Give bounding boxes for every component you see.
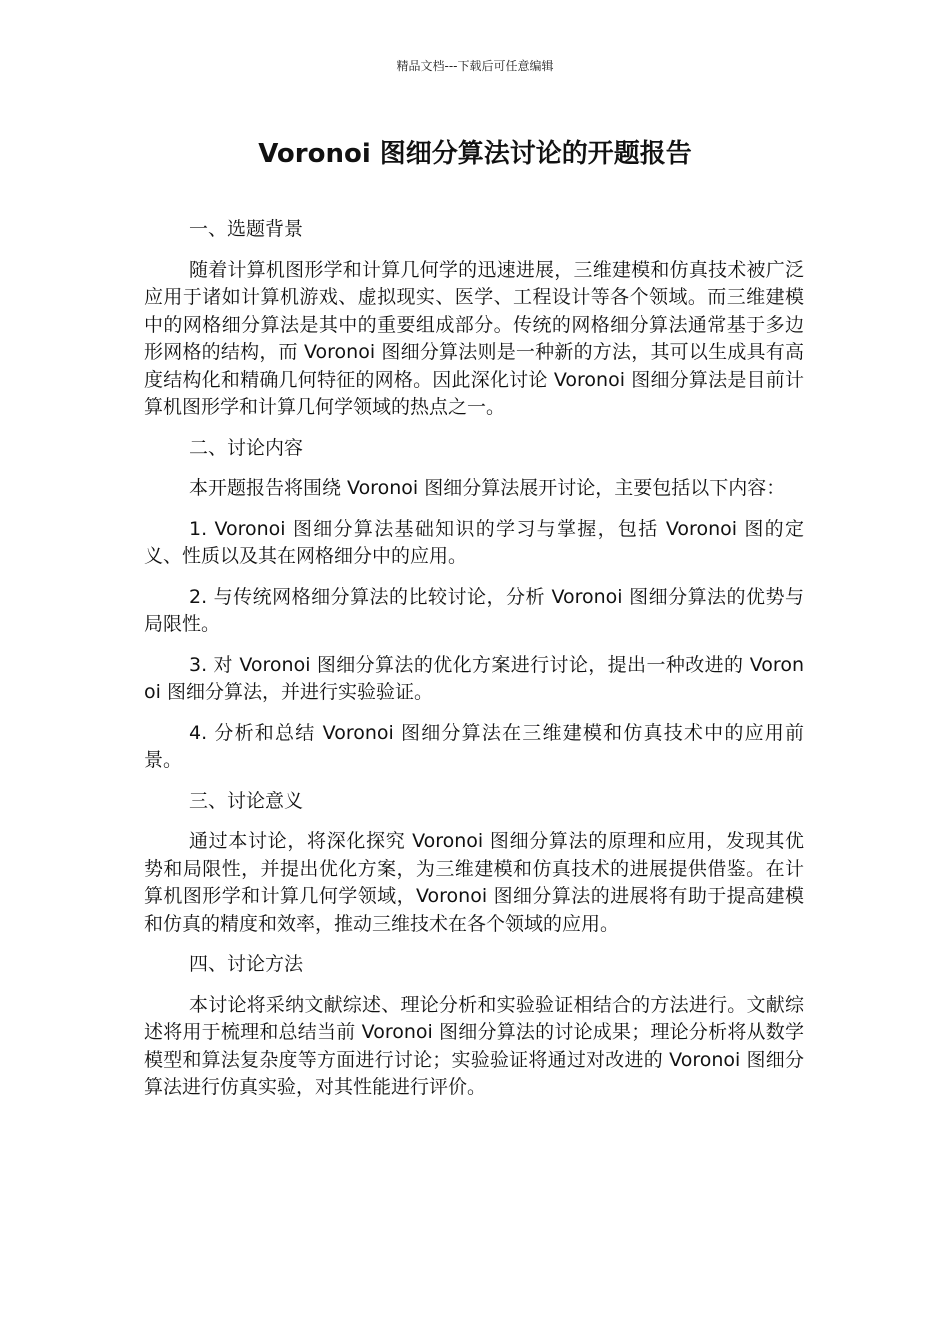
document-title: Voronoi 图细分算法讨论的开题报告 xyxy=(258,139,692,169)
method-paragraph: 本讨论将采纳文献综述、理论分析和实验验证相结合的方法进行。文献综述将用于梳理和总结当前 Voronoi 图细分算法的讨论成果；理论分析将从数学模型和算法复杂度等方面进行讨论；实验验证将通过对改进的 Voronoi 图细分算法进行仿真实验，对其性能进行评价。 xyxy=(144,993,804,1098)
section-heading-method: 四、讨论方法 xyxy=(189,953,304,975)
document-body xyxy=(144,216,804,1102)
content-list-item: 4. 分析和总结 Voronoi 图细分算法在三维建模和仿真技术中的应用前景。 xyxy=(144,721,804,771)
content-intro-paragraph: 本开题报告将围绕 Voronoi 图细分算法展开讨论，主要包括以下内容： xyxy=(189,477,786,499)
section-heading-content: 二、讨论内容 xyxy=(189,436,304,459)
header-note: 精品文档---下载后可任意编辑 xyxy=(396,59,554,73)
content-list-item: 3. 对 Voronoi 图细分算法的优化方案进行讨论，提出一种改进的 Voronoi 图细分算法，并进行实验验证。 xyxy=(144,653,804,703)
background-paragraph: 随着计算机图形学和计算几何学的迅速进展，三维建模和仿真技术被广泛应用于诸如计算机游戏、虚拟现实、医学、工程设计等各个领域。而三维建模中的网格细分算法是其中的重要组成部分。传统的网格细分算法通常基于多边形网格的结构，而 Voronoi 图细分算法则是一种新的方法，其可以生成具有高度结构化和精确几何特征的网格。因此深化讨论 Voronoi 图细分算法是目前计算机图形学和计算几何学领域的热点之一。 xyxy=(144,258,804,418)
section-heading-background: 一、选题背景 xyxy=(189,218,304,240)
content-list-item: 1. Voronoi 图细分算法基础知识的学习与掌握，包括 Voronoi 图的定义、性质以及其在网格细分中的应用。 xyxy=(144,517,804,567)
content-list-item: 2. 与传统网格细分算法的比较讨论，分析 Voronoi 图细分算法的优势与局限性。 xyxy=(144,585,804,635)
significance-paragraph: 通过本讨论，将深化探究 Voronoi 图细分算法的原理和应用，发现其优势和局限性，并提出优化方案，为三维建模和仿真技术的进展提供借鉴。在计算机图形学和计算几何学领域，Voronoi 图细分算法的进展将有助于提高建模和仿真的精度和效率，推动三维技术在各个领域的应用。 xyxy=(144,830,804,935)
section-heading-significance: 三、讨论意义 xyxy=(189,789,304,812)
